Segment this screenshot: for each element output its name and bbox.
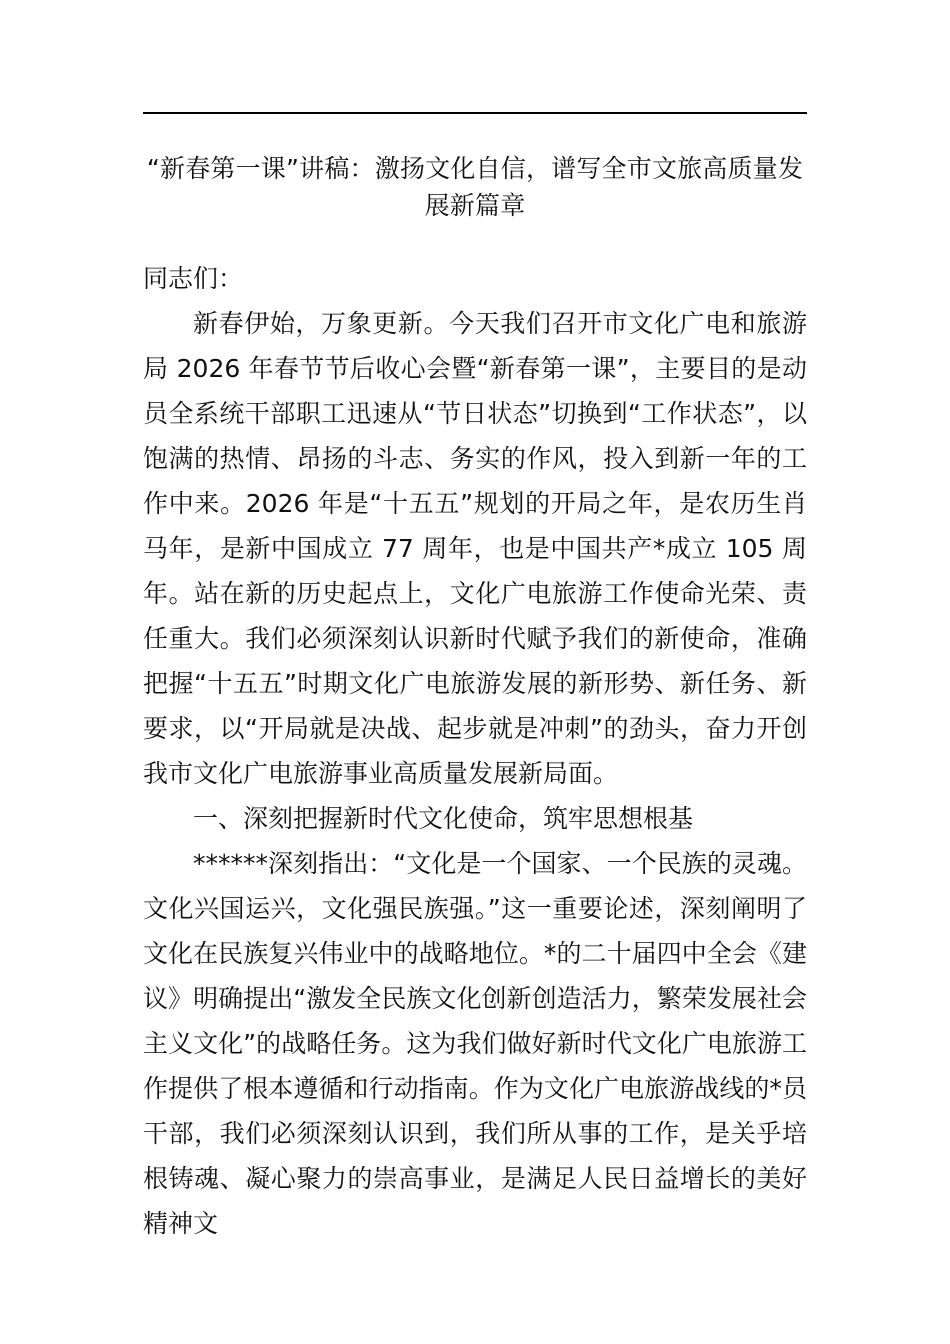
section-heading-1: 一、深刻把握新时代文化使命，筑牢思想根基	[193, 804, 694, 833]
header-rule	[143, 112, 807, 114]
document-body	[143, 256, 807, 1246]
paragraph-section-1: ******深刻指出：“文化是一个国家、一个民族的灵魂。文化兴国运兴，文化强民族强。”这一重要论述，深刻阐明了文化在民族复兴伟业中的战略地位。*的二十届四中全会《建议》明确提出“激发全民族文化创新创造活力，繁荣发展社会主义文化”的战略任务。这为我们做好新时代文化广电旅游工作提供了根本遵循和行动指南。作为文化广电旅游战线的*员干部，我们必须深刻认识到，我们所从事的工作，是关乎培根铸魂、凝心聚力的崇高事业，是满足人民日益增长的美好精神文	[143, 849, 807, 1238]
document-title: “新春第一课”讲稿：激扬文化自信，谱写全市文旅高质量发展新篇章	[146, 154, 804, 220]
paragraph-intro: 新春伊始，万象更新。今天我们召开市文化广电和旅游局 2026 年春节节后收心会暨“新春第一课”，主要目的是动员全系统干部职工迅速从“节日状态”切换到“工作状态”，以饱满的热情、昂扬的斗志、务实的作风，投入到新一年的工作中来。2026 年是“十五五”规划的开局之年，是农历生肖马年，是新中国成立 77 周年，也是中国共产*成立 105 周年。站在新的历史起点上，文化广电旅游工作使命光荣、责任重大。我们必须深刻认识新时代赋予我们的新使命，准确把握“十五五”时期文化广电旅游发展的新形势、新任务、新要求，以“开局就是决战、起步就是冲刺”的劲头，奋力开创我市文化广电旅游事业高质量发展新局面。	[143, 309, 807, 788]
salutation: 同志们：	[143, 264, 244, 293]
